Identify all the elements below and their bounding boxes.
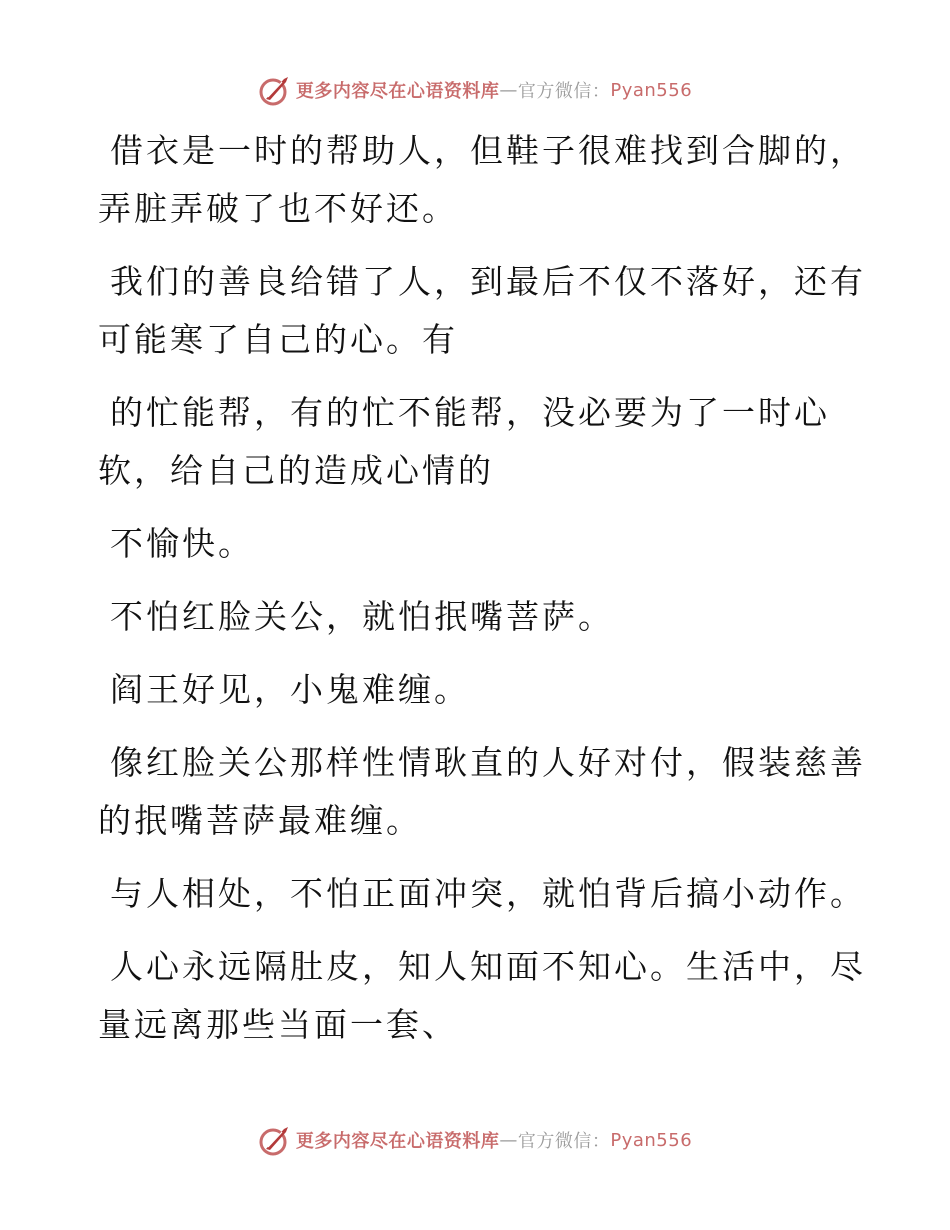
text-line: 可能寒了自己的心。有	[98, 320, 458, 359]
text-line: 我们的善良给错了人，到最后不仅不落好，还有	[110, 262, 866, 301]
text-line: 的忙能帮，有的忙不能帮，没必要为了一时心	[110, 393, 830, 432]
text-line: 软，给自己的造成心情的	[98, 451, 494, 490]
banner-separator: —	[499, 1129, 518, 1151]
header-banner	[0, 70, 950, 110]
document-body	[98, 122, 866, 1069]
paragraph	[98, 865, 866, 923]
paragraph	[98, 384, 838, 500]
text-line: 像红脸关公那样性情耿直的人好对付，假装慈善	[110, 743, 866, 782]
text-line: 不愉快。	[110, 524, 254, 563]
footer-banner	[0, 1120, 950, 1160]
quill-logo-icon	[258, 1123, 292, 1157]
paragraph	[98, 588, 838, 646]
banner-brand: 更多内容尽在心语资料库	[295, 1131, 500, 1152]
text-line: 量远离那些当面一套、	[98, 1005, 458, 1044]
text-line: 不怕红脸关公，就怕抿嘴菩萨。	[110, 597, 614, 636]
text-line: 弄脏弄破了也不好还。	[98, 189, 458, 228]
banner-separator: —	[499, 79, 518, 101]
banner-official: 官方微信：	[517, 1131, 611, 1152]
banner-brand: 更多内容尽在心语资料库	[295, 81, 500, 102]
paragraph	[98, 661, 838, 719]
banner-wechat: Pyan556	[610, 1129, 693, 1151]
text-line: 阎王好见，小鬼难缠。	[110, 670, 470, 709]
quill-logo-icon	[258, 73, 292, 107]
banner-wechat: Pyan556	[610, 79, 693, 101]
paragraph	[98, 515, 838, 573]
text-line: 借衣是一时的帮助人，但鞋子很难找到合脚的，	[110, 131, 866, 170]
paragraph	[98, 734, 866, 850]
text-line: 的抿嘴菩萨最难缠。	[98, 801, 422, 840]
banner-official: 官方微信：	[517, 81, 611, 102]
text-line: 人心永远隔肚皮，知人知面不知心。生活中，尽	[110, 947, 866, 986]
paragraph	[98, 253, 866, 369]
paragraph	[98, 938, 866, 1054]
paragraph	[98, 122, 866, 238]
text-line: 与人相处，不怕正面冲突，就怕背后搞小动作。	[110, 874, 866, 913]
